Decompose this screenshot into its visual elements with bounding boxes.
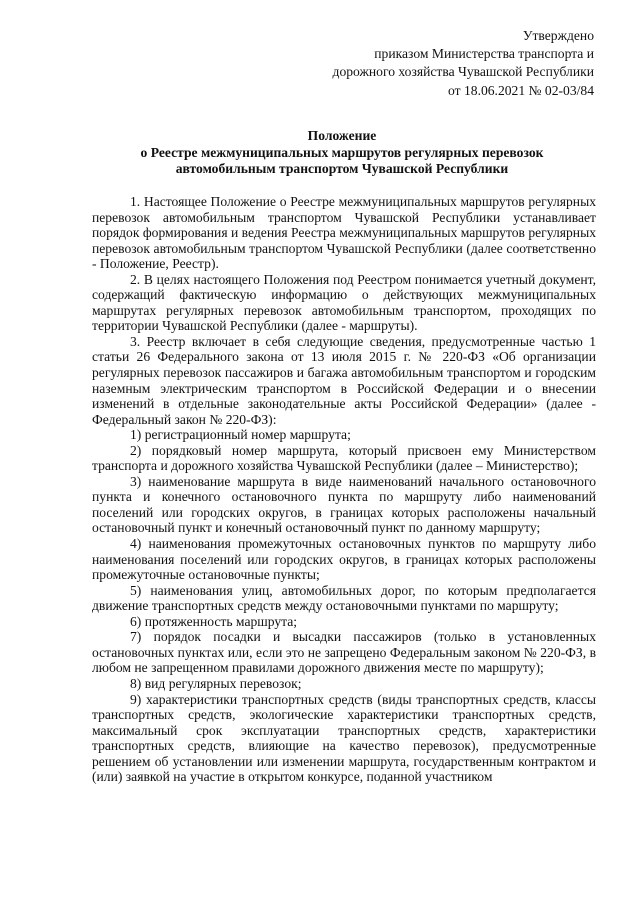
approval-stamp	[333, 27, 594, 100]
paragraph-1: 1. Настоящее Положение о Реестре межмуниципальных маршрутов регулярных перевозок автомобильным транспортом Чувашской Республики устанавливает порядок формирования и ведения Реестра межмуниципальных маршрутов регулярных перевозок автомобильным транспортом Чувашской Республики (далее соответственно - Положение, Реестр).	[92, 194, 596, 272]
approval-line-2: приказом Министерства транспорта и	[374, 46, 594, 62]
approval-line-4: от 18.06.2021 № 02-03/84	[448, 82, 594, 98]
list-item-3: 3) наименование маршрута в виде наименований начального остановочного пункта и конечного остановочного пункта по маршруту либо наименований поселений или городских округов, в границах которых расположены начальный остановочный пункт и конечный остановочный пункт по данному маршруту;	[92, 473, 596, 536]
list-item-4: 4) наименования промежуточных остановочных пунктов по маршруту либо наименования поселений или городских округов, в границах которых расположены промежуточные остановочные пункты;	[92, 536, 596, 583]
list-item-8: 8) вид регулярных перевозок;	[130, 675, 302, 691]
document-body	[92, 194, 596, 785]
title-line-3: автомобильным транспортом Чувашской Республики	[175, 161, 509, 176]
document-title	[92, 128, 592, 178]
list-item-2: 2) порядковый номер маршрута, который присвоен ему Министерством транспорта и дорожного хозяйства Чувашской Республики (далее – Министерство);	[92, 442, 596, 474]
title-line-2: о Реестре межмуниципальных маршрутов регулярных перевозок	[140, 144, 544, 160]
list-item-7: 7) порядок посадки и высадки пассажиров (только в установленных остановочных пунктах или, если это не запрещено Федеральным законом № 220-ФЗ, в любом не запрещенном правилами дорожного движения месте по маршруту);	[92, 629, 596, 676]
paragraph-2: 2. В целях настоящего Положения под Реестром понимается учетный документ, содержащий фактическую информацию о действующих межмуниципальных маршрутах регулярных перевозок автомобильным транспортом, проходящих по территории Чувашской Республики (далее - маршруты).	[92, 271, 596, 334]
approval-line-1: Утверждено	[522, 28, 594, 43]
list-item-1: 1) регистрационный номер маршрута;	[130, 427, 351, 443]
approval-line-3: дорожного хозяйства Чувашской Республики	[332, 64, 594, 80]
title-line-1: Положение	[307, 128, 377, 143]
list-item-6: 6) протяженность маршрута;	[130, 613, 298, 629]
paragraph-3: 3. Реестр включает в себя следующие сведения, предусмотренные частью 1 статьи 26 Федерального закона от 13 июля 2015 г. № 220-ФЗ «Об организации регулярных перевозок пассажиров и багажа автомобильным транспортом и городским наземным электрическим транспортом в Российской Федерации и о внесении изменений в отдельные законодательные акты Российской Федерации» (далее - Федеральный закон № 220-ФЗ):	[92, 333, 596, 427]
list-item-9: 9) характеристики транспортных средств (виды транспортных средств, классы транспортных средств, экологические характеристики транспортных средств, максимальный срок эксплуатации транспортных средств, характеристики транспортных средств, влияющие на качество перевозок), предусмотренные решением об установлении или изменении маршрута, государственным контрактом и (или) заявкой на участие в открытом конкурсе, поданной участником	[92, 691, 596, 785]
list-item-5: 5) наименования улиц, автомобильных дорог, по которым предполагается движение транспортных средств между остановочными пунктами по маршруту;	[92, 582, 596, 614]
